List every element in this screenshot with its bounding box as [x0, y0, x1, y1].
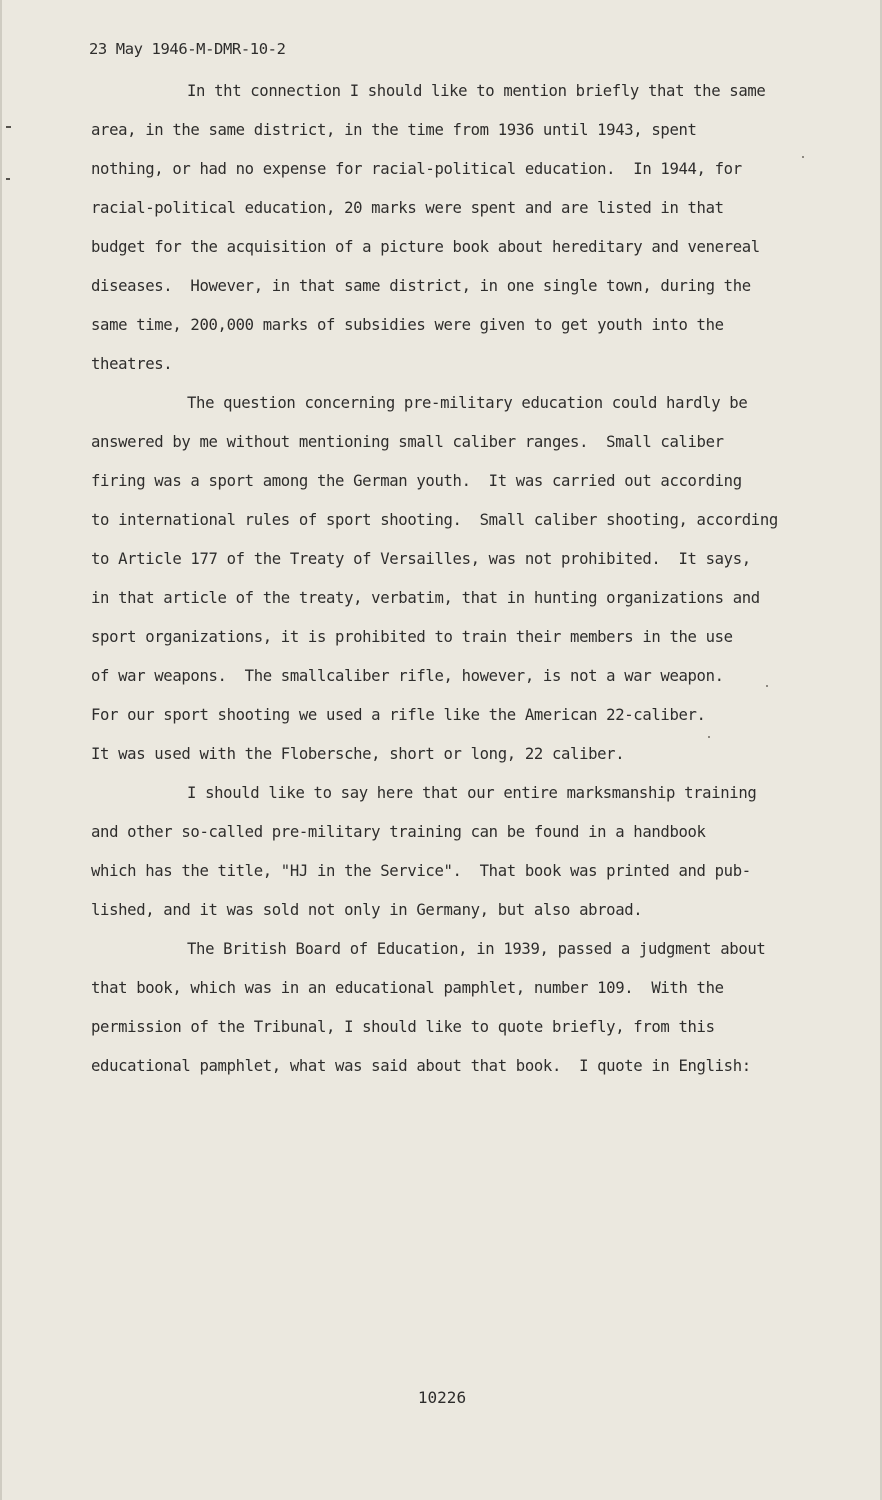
- document-header: 23 May 1946-M-DMR-10-2: [89, 40, 286, 58]
- page-number: [2, 1388, 882, 1407]
- text-line: The British Board of Education, in 1939, passed a judgment about: [187, 940, 766, 958]
- text-line: educational pamphlet, what was said about that book. I quote in English:: [91, 1057, 751, 1075]
- binding-mark: [6, 126, 11, 128]
- text-line: It was used with the Flobersche, short or long, 22 caliber.: [91, 745, 625, 763]
- text-line: nothing, or had no expense for racial-political education. In 1944, for: [91, 160, 742, 178]
- text-line: theatres.: [91, 355, 173, 373]
- text-line: I should like to say here that our entire marksmanship training: [187, 784, 757, 802]
- text-line: area, in the same district, in the time from 1936 until 1943, spent: [91, 121, 697, 139]
- text-line: same time, 200,000 marks of subsidies were given to get youth into the: [91, 316, 724, 334]
- document-body: [91, 72, 831, 1086]
- text-line: sport organizations, it is prohibited to train their members in the use: [91, 628, 733, 646]
- text-line: that book, which was in an educational pamphlet, number 109. With the: [91, 979, 724, 997]
- text-line: which has the title, "HJ in the Service". That book was printed and pub-: [91, 862, 751, 880]
- text-line: permission of the Tribunal, I should like to quote briefly, from this: [91, 1018, 715, 1036]
- text-line: of war weapons. The smallcaliber rifle, however, is not a war weapon.: [91, 667, 724, 685]
- page-number-text: 10226: [417, 1388, 467, 1407]
- text-line: lished, and it was sold not only in Germany, but also abroad.: [91, 901, 643, 919]
- text-line: and other so-called pre-military training can be found in a handbook: [91, 823, 706, 841]
- text-line: answered by me without mentioning small caliber ranges. Small caliber: [91, 433, 724, 451]
- text-line: The question concerning pre-military education could hardly be: [187, 394, 748, 412]
- text-line: in that article of the treaty, verbatim, that in hunting organizations and: [91, 589, 760, 607]
- paper-speck: [802, 156, 804, 158]
- binding-mark: [6, 178, 10, 180]
- text-line: racial-political education, 20 marks were spent and are listed in that: [91, 199, 724, 217]
- text-line: For our sport shooting we used a rifle like the American 22-caliber.: [91, 706, 706, 724]
- text-line: diseases. However, in that same district, in one single town, during the: [91, 277, 751, 295]
- paper-speck: [708, 736, 710, 738]
- text-line: to international rules of sport shooting. Small caliber shooting, according: [91, 511, 778, 529]
- text-line: In tht connection I should like to mention briefly that the same: [187, 82, 766, 100]
- text-line: firing was a sport among the German youth. It was carried out according: [91, 472, 742, 490]
- text-line: to Article 177 of the Treaty of Versailles, was not prohibited. It says,: [91, 550, 751, 568]
- text-line: budget for the acquisition of a picture book about hereditary and venereal: [91, 238, 760, 256]
- paper-speck: [766, 685, 768, 687]
